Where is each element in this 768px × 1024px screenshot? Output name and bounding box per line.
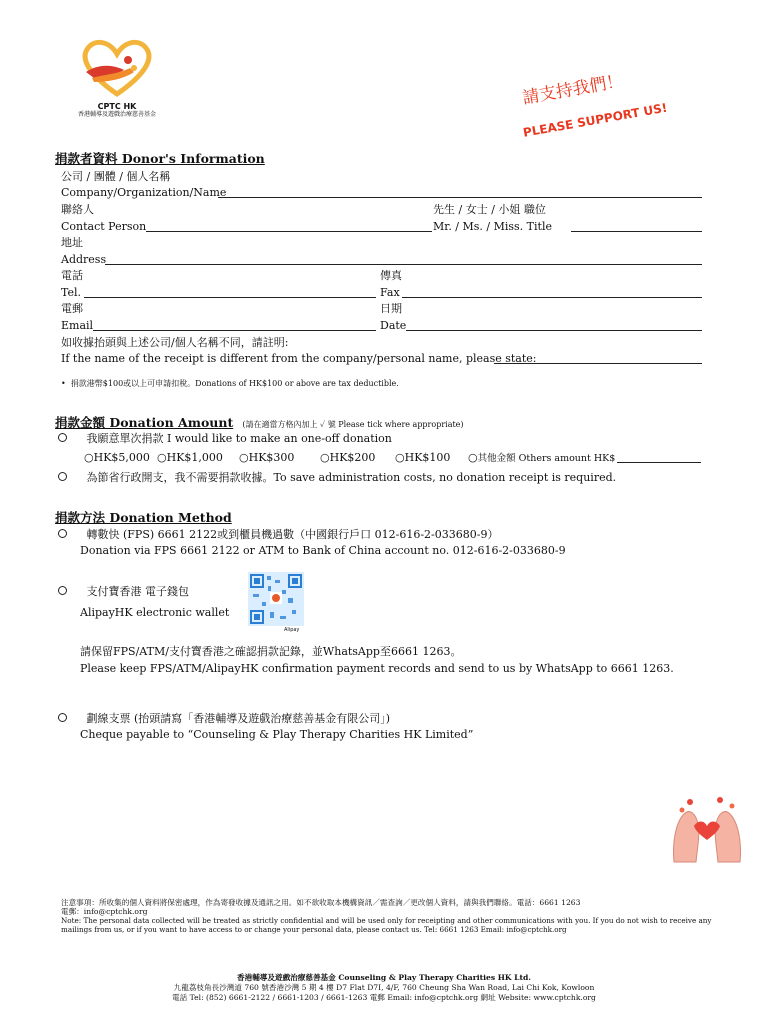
slogan-zh: 請支持我們！: [520, 71, 625, 109]
heart-hands-illustration: [668, 792, 746, 864]
address-label-en: Address: [61, 253, 107, 266]
alipay-radio[interactable]: [58, 586, 67, 595]
keep-records-zh: 請保留FPS/ATM/支付寶香港之確認捐款記錄，並WhatsApp至6661 1263。: [80, 645, 462, 658]
amount-section-header: [55, 412, 464, 431]
fps-details: Donation via FPS 6661 2122 or ATM to Bank of China account no. 012-616-2-033680-9: [80, 544, 566, 557]
receipt-label-en: If the name of the receipt is different from the company/personal name, please state:: [61, 352, 537, 365]
receipt-name-field[interactable]: [494, 363, 702, 364]
receipt-label-zh: 如收據抬頭與上述公司/個人名稱不同，請註明:: [61, 336, 289, 349]
privacy-note-en-1: Note: The personal data collected will be treated as strictly confidential and will be used only for receipting and other communications with you. If you do not wish to receive any: [61, 916, 712, 925]
amount-option-1000[interactable]: ○HK$1,000: [157, 451, 223, 464]
footer-address-line: 九龍荔枝角長沙灣道 760 號香港沙灣 5 期 4 樓 D7 Flat D7I, 4/F, 760 Cheung Sha Wan Road, Lai Chi Kok, Kowloon: [173, 983, 595, 992]
amount-instruction: (請在適當方格內加上 ✓ 號 Please tick where appropriate): [242, 420, 464, 429]
donor-section-title: 捐款者資料 Donor's Information: [55, 151, 265, 166]
alipay-qr-code: [248, 572, 304, 633]
amount-section-title: 捐款金額 Donation Amount: [55, 415, 234, 430]
titles-label-en: Mr. / Ms. / Miss. Title: [433, 220, 552, 233]
footer-org-line: 香港輔導及遊戲治療慈善基金 Counseling & Play Therapy Charities HK Ltd.: [237, 973, 531, 982]
address-label-zh: 地址: [61, 236, 83, 249]
privacy-note-zh: 注意事項：所收集的個人資料將保密處理，作為寄發收據及通訊之用。如不欲收取本機構資訊／需查詢／更改個人資料，請與我們聯絡。電話：6661 1263: [61, 898, 581, 907]
fax-field[interactable]: [402, 297, 702, 298]
contact-label-en: Contact Person: [61, 220, 147, 233]
tel-field[interactable]: [84, 297, 376, 298]
amount-option-100[interactable]: ○HK$100: [395, 451, 451, 464]
oneoff-radio[interactable]: [58, 433, 67, 442]
heart-hands-logo-icon: [78, 38, 156, 98]
cheque-option[interactable]: 劃線支票 (抬頭請寫「香港輔導及遊戲治療慈善基金有限公司」): [58, 712, 390, 725]
contact-label-zh: 聯絡人: [61, 203, 94, 216]
logo-org-name: 香港輔導及遊戲治療慈善基金: [78, 111, 157, 118]
privacy-note-zh-email: 電郵：info@cptchk.org: [61, 907, 148, 916]
amount-option-other[interactable]: ○其他金額 Others amount HK$: [468, 451, 616, 464]
tel-label-en: Tel.: [61, 286, 82, 299]
alipay-details: AlipayHK electronic wallet: [80, 606, 230, 619]
amount-option-200[interactable]: ○HK$200: [320, 451, 376, 464]
other-amount-field[interactable]: [617, 462, 701, 463]
email-field[interactable]: [93, 330, 376, 331]
fps-radio[interactable]: [58, 529, 67, 538]
cheque-radio[interactable]: [58, 713, 67, 722]
tax-note: • 捐款港幣$100或以上可申請扣稅。Donations of HK$100 or above are tax deductible.: [61, 379, 399, 388]
no-receipt-option[interactable]: 為節省行政開支，我不需要捐款收據。To save administration costs, no donation receipt is required.: [58, 471, 616, 484]
contact-person-field[interactable]: [146, 231, 432, 232]
email-label-en: Email: [61, 319, 94, 332]
qr-caption: Alipay: [284, 627, 300, 633]
fax-label-zh: 傳真: [380, 269, 402, 282]
address-field[interactable]: [105, 264, 702, 265]
qr-code-icon: [248, 572, 304, 626]
job-title-field[interactable]: [571, 231, 702, 232]
date-field[interactable]: [406, 330, 702, 331]
email-label-zh: 電郵: [61, 302, 83, 315]
logo: [78, 38, 156, 118]
amount-option-300[interactable]: ○HK$300: [239, 451, 295, 464]
fps-option[interactable]: 轉數快 (FPS) 6661 2122或到櫃員機過數（中國銀行戶口 012-616-2-033680-9）: [58, 528, 498, 541]
titles-label-zh: 先生 / 女士 / 小姐 職位: [433, 203, 546, 216]
keep-records-en: Please keep FPS/ATM/AlipayHK confirmation payment records and send to us by WhatsApp to 6661 1263.: [80, 662, 674, 675]
amount-option-5000[interactable]: ○HK$5,000: [84, 451, 150, 464]
footer-contact-line: 電話 Tel: (852) 6661-2122 / 6661-1203 / 6661-1263 電郵 Email: info@cptchk.org 網址 Website: www.cptchk.org: [172, 993, 596, 1002]
privacy-note-en-2: mailings from us, or if you want to have access to or change your personal data, please contact us. Tel: 6661 1263 Email: info@cptchk.org: [61, 925, 567, 934]
company-label-zh: 公司 / 團體 / 個人名稱: [61, 170, 171, 183]
no-receipt-radio[interactable]: [58, 472, 67, 481]
oneoff-option[interactable]: 我願意單次捐款 I would like to make an one-off donation: [58, 432, 392, 445]
date-label-en: Date: [380, 319, 407, 332]
company-field[interactable]: [218, 197, 702, 198]
method-section-title: 捐款方法 Donation Method: [55, 510, 232, 525]
slogan-en: PLEASE SUPPORT US!: [522, 100, 669, 140]
logo-short-name: CPTC HK: [97, 102, 137, 111]
tel-label-zh: 電話: [61, 269, 83, 282]
cheque-details: Cheque payable to “Counseling & Play Therapy Charities HK Limited”: [80, 728, 474, 741]
company-label-en: Company/Organization/Name: [61, 186, 227, 199]
fax-label-en: Fax: [380, 286, 400, 299]
alipay-option[interactable]: 支付寶香港 電子錢包: [58, 585, 189, 598]
bullet-icon: •: [61, 379, 71, 388]
date-label-zh: 日期: [380, 302, 402, 315]
heart-hands-icon: [668, 792, 746, 864]
